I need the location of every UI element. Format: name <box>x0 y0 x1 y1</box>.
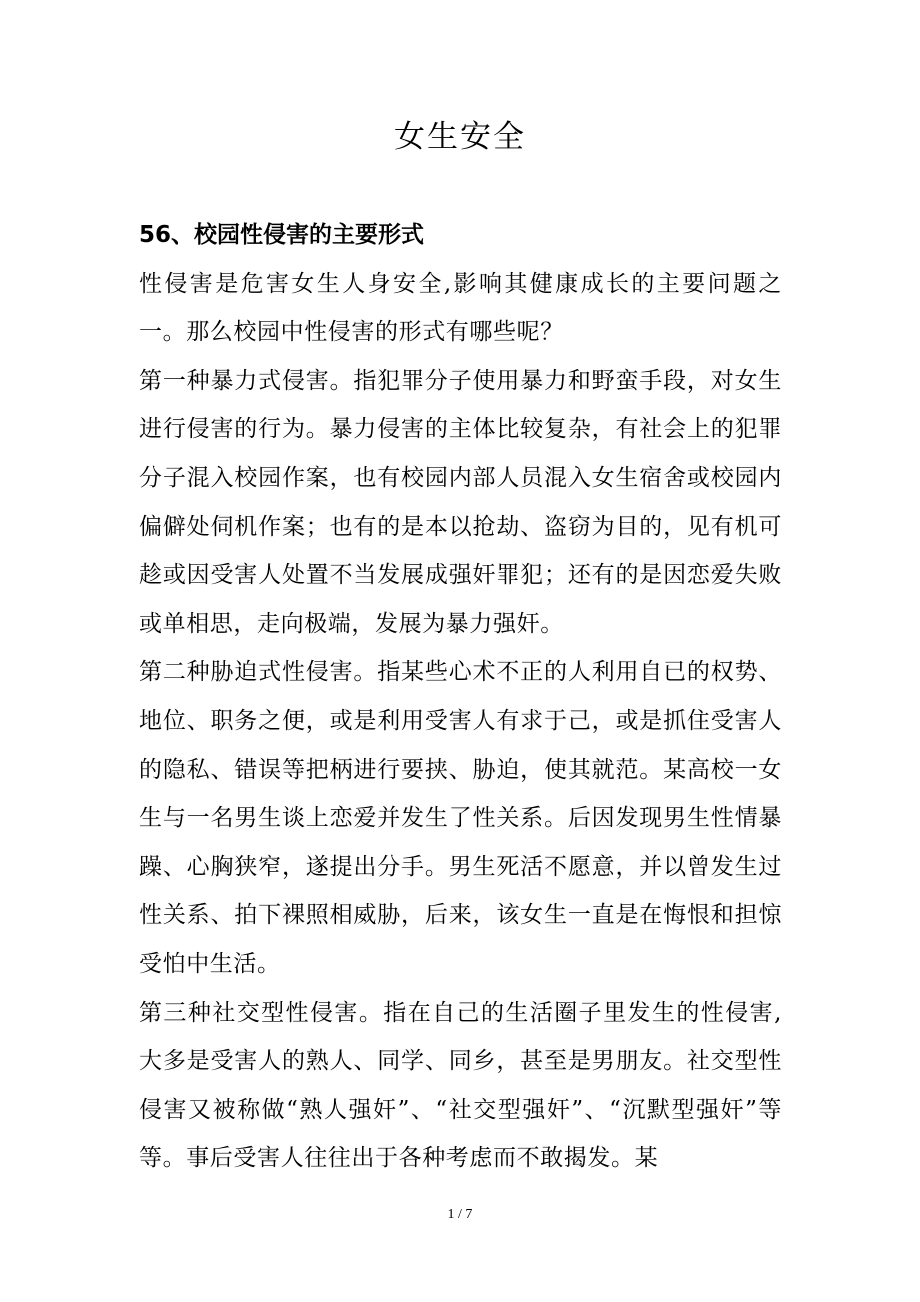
paragraph-coercive-assault: 第二种胁迫式性侵害。指某些心术不正的人利用自已的权势、地位、职务之便，或是利用受害人有求于己，或是抓住受害人的隐私、错误等把柄进行要挟、胁迫，使其就范。某高校一女生与一名男生谈上恋爱并发生了性关系。后因发现男生性情暴躁、心胸狭窄，遂提出分手。男生死活不愿意，并以曾发生过性关系、拍下裸照相威胁，后来，该女生一直是在悔恨和担惊受怕中生活。 <box>139 659 782 977</box>
page-number: 1 / 7 <box>447 1207 473 1222</box>
paragraph-intro: 性侵害是危害女生人身安全,影响其健康成长的主要问题之一。那么校园中性侵害的形式有哪些呢？ <box>139 270 782 346</box>
document-title: 女生安全 <box>394 119 526 155</box>
paragraph-social-assault: 第三种社交型性侵害。指在自己的生活圈子里发生的性侵害,大多是受害人的熟人、同学、同乡，甚至是男朋友。社交型性侵害又被称做“熟人强奸”、“社交型强奸”、“沉默型强奸”等等。事后受害人往往出于各种考虑而不敢揭发。某 <box>139 999 782 1172</box>
paragraph-violent-assault: 第一种暴力式侵害。指犯罪分子使用暴力和野蛮手段，对女生进行侵害的行为。暴力侵害的主体比较复杂，有社会上的犯罪分子混入校园作案，也有校园内部人员混入女生宿舍或校园内偏僻处伺机作案；也有的是本以抢劫、盗窃为目的，见有机可趁或因受害人处置不当发展成强奸罪犯；还有的是因恋爱失败或单相思，走向极端，发展为暴力强奸。 <box>139 367 782 637</box>
section-heading: 56、校园性侵害的主要形式 <box>139 222 425 248</box>
document-body <box>139 211 782 1183</box>
